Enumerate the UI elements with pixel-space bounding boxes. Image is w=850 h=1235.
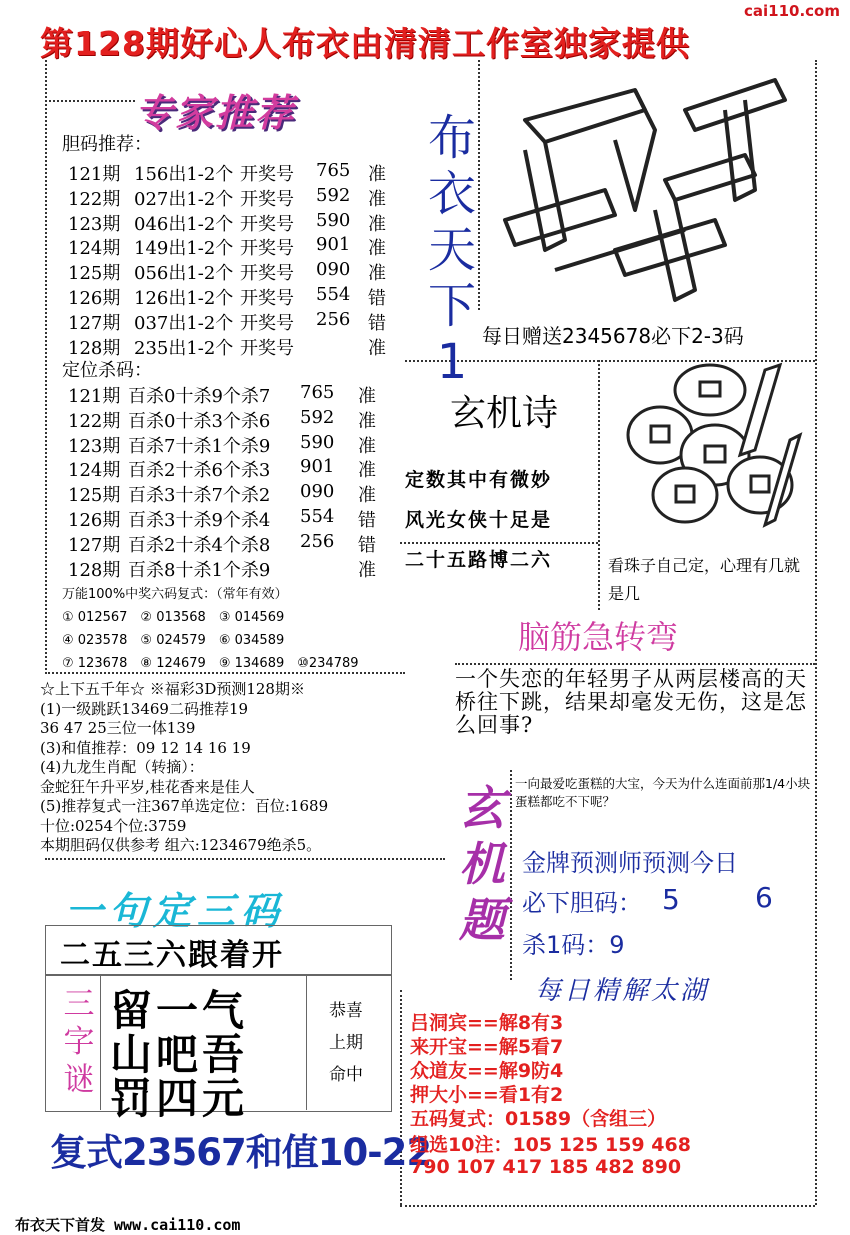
cell-num: 090 — [316, 259, 351, 281]
gift-text: 每日赠送2345678必下2-3码 — [482, 324, 744, 348]
cell-res: 错 — [358, 510, 376, 531]
cell-num: 554 — [300, 506, 335, 527]
cell-label: 开奖号 — [240, 238, 294, 260]
cell-pick: 百杀2十杀6个杀3 — [128, 460, 271, 482]
cell-issue: 121期 — [68, 386, 121, 407]
cell-res: 准 — [358, 386, 376, 407]
vertical-char: 下 — [427, 278, 476, 334]
cell-issue: 124期 — [68, 460, 121, 482]
cell-res: 准 — [358, 559, 376, 581]
sanzi-vertical — [62, 985, 96, 1099]
congrats-line: 命中 — [329, 1065, 363, 1085]
cell-num: 590 — [316, 209, 351, 231]
kill-table — [68, 382, 398, 582]
cell-label: 开奖号 — [240, 337, 294, 359]
combo-line: ⑦ 123678 ⑧ 124679 ⑨ 134689 ⑩234789 — [62, 656, 359, 671]
cell-num: 765 — [316, 160, 351, 181]
vertical-char: 机 — [459, 837, 505, 891]
cell-issue: 128期 — [68, 559, 121, 581]
congrats-line: 上期 — [329, 1033, 363, 1053]
vertical-char: 布 — [427, 110, 476, 166]
cell-label: 开奖号 — [240, 288, 294, 309]
divider — [815, 60, 817, 1205]
tips-block — [40, 680, 440, 856]
divider — [45, 672, 405, 674]
combo-line: ① 012567 ② 013568 ③ 014569 — [62, 610, 285, 625]
brain-title: 脑筋急转弯 — [518, 618, 679, 656]
red-line: 吕洞宾==解8有3 — [410, 1012, 564, 1034]
cell-pick: 037出1-2个 — [134, 312, 234, 334]
cell-res: 准 — [358, 485, 376, 507]
divider — [510, 770, 512, 980]
cell-issue: 121期 — [68, 164, 121, 185]
divider — [45, 100, 135, 102]
cell-issue: 122期 — [68, 188, 121, 210]
cell-res: 错 — [368, 312, 386, 334]
cell-pick: 046出1-2个 — [134, 213, 234, 235]
vertical-char: 天 — [427, 222, 476, 278]
cell-res: 准 — [368, 213, 386, 235]
daily-title: 每日精解太湖 — [535, 976, 710, 1006]
cell-issue: 124期 — [68, 238, 121, 260]
red-line: 790 107 417 185 482 890 — [410, 1156, 682, 1178]
vertical-char: 三 — [63, 986, 95, 1022]
vertical-char: 1 — [436, 334, 468, 390]
cell-num: 592 — [300, 406, 335, 428]
expert-title: 专家推荐 — [135, 90, 296, 135]
cell-num: 554 — [316, 284, 351, 305]
vertical-char: 字 — [63, 1024, 95, 1060]
cell-issue: 125期 — [68, 485, 121, 507]
tip-line: 本期胆码仅供参考 组六:1234679绝杀5。 — [40, 836, 322, 854]
cell-label: 开奖号 — [240, 188, 294, 210]
riddle-word: 罚四元 — [110, 1074, 249, 1123]
poem-line: 定数其中有微妙 — [405, 469, 553, 491]
poem-note: 看珠子自己定，心理有几就是几 — [608, 556, 801, 603]
dan-table — [68, 160, 398, 360]
gold-title: 金牌预测师预测今日 — [522, 849, 738, 877]
cell-res: 准 — [368, 188, 386, 210]
cell-num: 901 — [316, 234, 351, 256]
site-url[interactable]: cai110.com — [744, 2, 840, 20]
combo-label: 万能100%中奖六码复式：（常年有效） — [62, 587, 288, 602]
tip-line: (1)一级跳跃13469二码推荐19 — [40, 699, 249, 718]
cell-num: 256 — [300, 530, 335, 552]
red-line: 众道友==解9防4 — [410, 1060, 564, 1082]
cell-pick: 百杀0十杀9个杀7 — [128, 386, 271, 407]
tip-line: 36 47 25三位一体139 — [40, 719, 196, 737]
cell-num: 590 — [300, 431, 335, 453]
congrats — [326, 995, 366, 1091]
gold-dan-a: 5 — [662, 883, 680, 916]
cell-num: 901 — [300, 456, 335, 478]
xuanji-vertical-title — [455, 780, 509, 948]
cell-label: 开奖号 — [240, 312, 294, 334]
cell-label: 开奖号 — [240, 164, 294, 185]
gold-dan-b: 6 — [755, 881, 773, 914]
riddle-word: 留一气 — [110, 986, 249, 1035]
cell-pick: 百杀3十杀9个杀4 — [128, 510, 271, 531]
cell-num: 592 — [316, 184, 351, 206]
red-line: 组选10注：105 125 159 468 — [410, 1134, 691, 1156]
vertical-title — [422, 110, 482, 390]
mahjong-sketch-image — [485, 70, 805, 320]
question-text: 一向最爱吃蛋糕的大宝，今天为什么连面前那1/4小块蛋糕都吃不下呢？ — [515, 776, 811, 809]
cell-res: 准 — [368, 164, 386, 185]
cell-issue: 127期 — [68, 534, 121, 556]
vertical-char: 谜 — [63, 1062, 95, 1098]
cell-res: 错 — [358, 534, 376, 556]
cell-pick: 百杀2十杀4个杀8 — [128, 534, 271, 556]
combo-line: ④ 023578 ⑤ 024579 ⑥ 034589 — [62, 633, 285, 648]
poem-line: 二十五路博二六 — [405, 549, 553, 571]
one-sentence-title: 一句定三码 — [65, 888, 286, 933]
cell-issue: 126期 — [68, 510, 121, 531]
cell-res: 准 — [358, 435, 376, 457]
tip-line: 十位:0254个位:3759 — [40, 816, 187, 835]
cell-issue: 125期 — [68, 263, 121, 285]
cell-issue: 127期 — [68, 312, 121, 334]
red-line: 来开宝==解5看7 — [410, 1036, 564, 1058]
tip-line: ☆上下五千年☆ ※福彩3D预测128期※ — [40, 680, 305, 698]
page-title: 第128期好心人布衣由清清工作室独家提供 — [40, 24, 690, 63]
cell-res: 准 — [358, 410, 376, 432]
tip-line: 金蛇狂午升平岁,桂花香来是佳人 — [40, 777, 255, 796]
footer-text: 布衣天下首发 www.cai110.com — [15, 1216, 241, 1234]
cell-issue: 128期 — [68, 337, 121, 359]
riddle-word: 山吧吾 — [110, 1030, 249, 1079]
vertical-char: 玄 — [459, 781, 505, 835]
cell-num: 256 — [316, 308, 351, 330]
cell-pick: 百杀3十杀7个杀2 — [128, 485, 271, 507]
cell-num: 765 — [300, 382, 335, 403]
congrats-line: 恭喜 — [329, 1001, 363, 1021]
cell-pick: 027出1-2个 — [134, 188, 234, 210]
tip-line: (3)和值推荐：09 12 14 16 19 — [40, 738, 251, 757]
poem-title: 玄机诗 — [450, 393, 559, 434]
divider — [400, 542, 598, 544]
cell-res: 错 — [368, 288, 386, 309]
vertical-char: 衣 — [427, 166, 476, 222]
tip-line: (4)九龙生肖配（转摘）： — [40, 758, 204, 776]
cell-pick: 百杀8十杀1个杀9 — [128, 559, 271, 581]
vertical-char: 题 — [459, 893, 505, 947]
cell-res: 准 — [358, 460, 376, 482]
cell-issue: 122期 — [68, 410, 121, 432]
cell-pick: 149出1-2个 — [134, 238, 234, 260]
divider — [598, 360, 600, 610]
cell-issue: 126期 — [68, 288, 121, 309]
divider — [455, 663, 815, 665]
gold-kill: 杀1码：9 — [522, 931, 625, 959]
divider — [45, 60, 47, 670]
divider — [400, 1205, 815, 1207]
cell-res: 准 — [368, 337, 386, 359]
gold-dan-label: 必下胆码： — [522, 889, 642, 917]
cell-label: 开奖号 — [240, 213, 294, 235]
poem-line: 风光女侠十足是 — [405, 509, 553, 531]
cell-issue: 123期 — [68, 213, 121, 235]
fushi-text: 复式23567和值10-22 — [50, 1131, 432, 1174]
dan-label: 胆码推荐： — [62, 134, 152, 155]
riddle-text: 一个失恋的年轻男子从两层楼高的天桥往下跳，结果却毫发无伤，这是怎么回事? — [455, 667, 807, 737]
cell-res: 准 — [368, 263, 386, 285]
divider — [45, 858, 445, 860]
cell-pick: 056出1-2个 — [134, 263, 234, 285]
coins-sketch-image — [615, 360, 815, 545]
kill-label: 定位杀码： — [62, 360, 152, 381]
red-line: 五码复式：01589（含组三） — [410, 1108, 667, 1130]
cell-pick: 百杀7十杀1个杀9 — [128, 435, 271, 457]
cell-num: 090 — [300, 481, 335, 503]
cell-pick: 126出1-2个 — [134, 288, 234, 309]
cell-res: 准 — [368, 238, 386, 260]
cell-issue: 123期 — [68, 435, 121, 457]
tip-line: (5)推荐复式一注367单选定位：百位:1689 — [40, 797, 329, 815]
cell-pick: 156出1-2个 — [134, 164, 234, 185]
cell-pick: 235出1-2个 — [134, 337, 234, 359]
cell-label: 开奖号 — [240, 263, 294, 285]
follow-text: 二五三六跟着开 — [60, 938, 284, 973]
cell-pick: 百杀0十杀3个杀6 — [128, 410, 271, 432]
red-line: 押大小==看1有2 — [410, 1084, 564, 1106]
